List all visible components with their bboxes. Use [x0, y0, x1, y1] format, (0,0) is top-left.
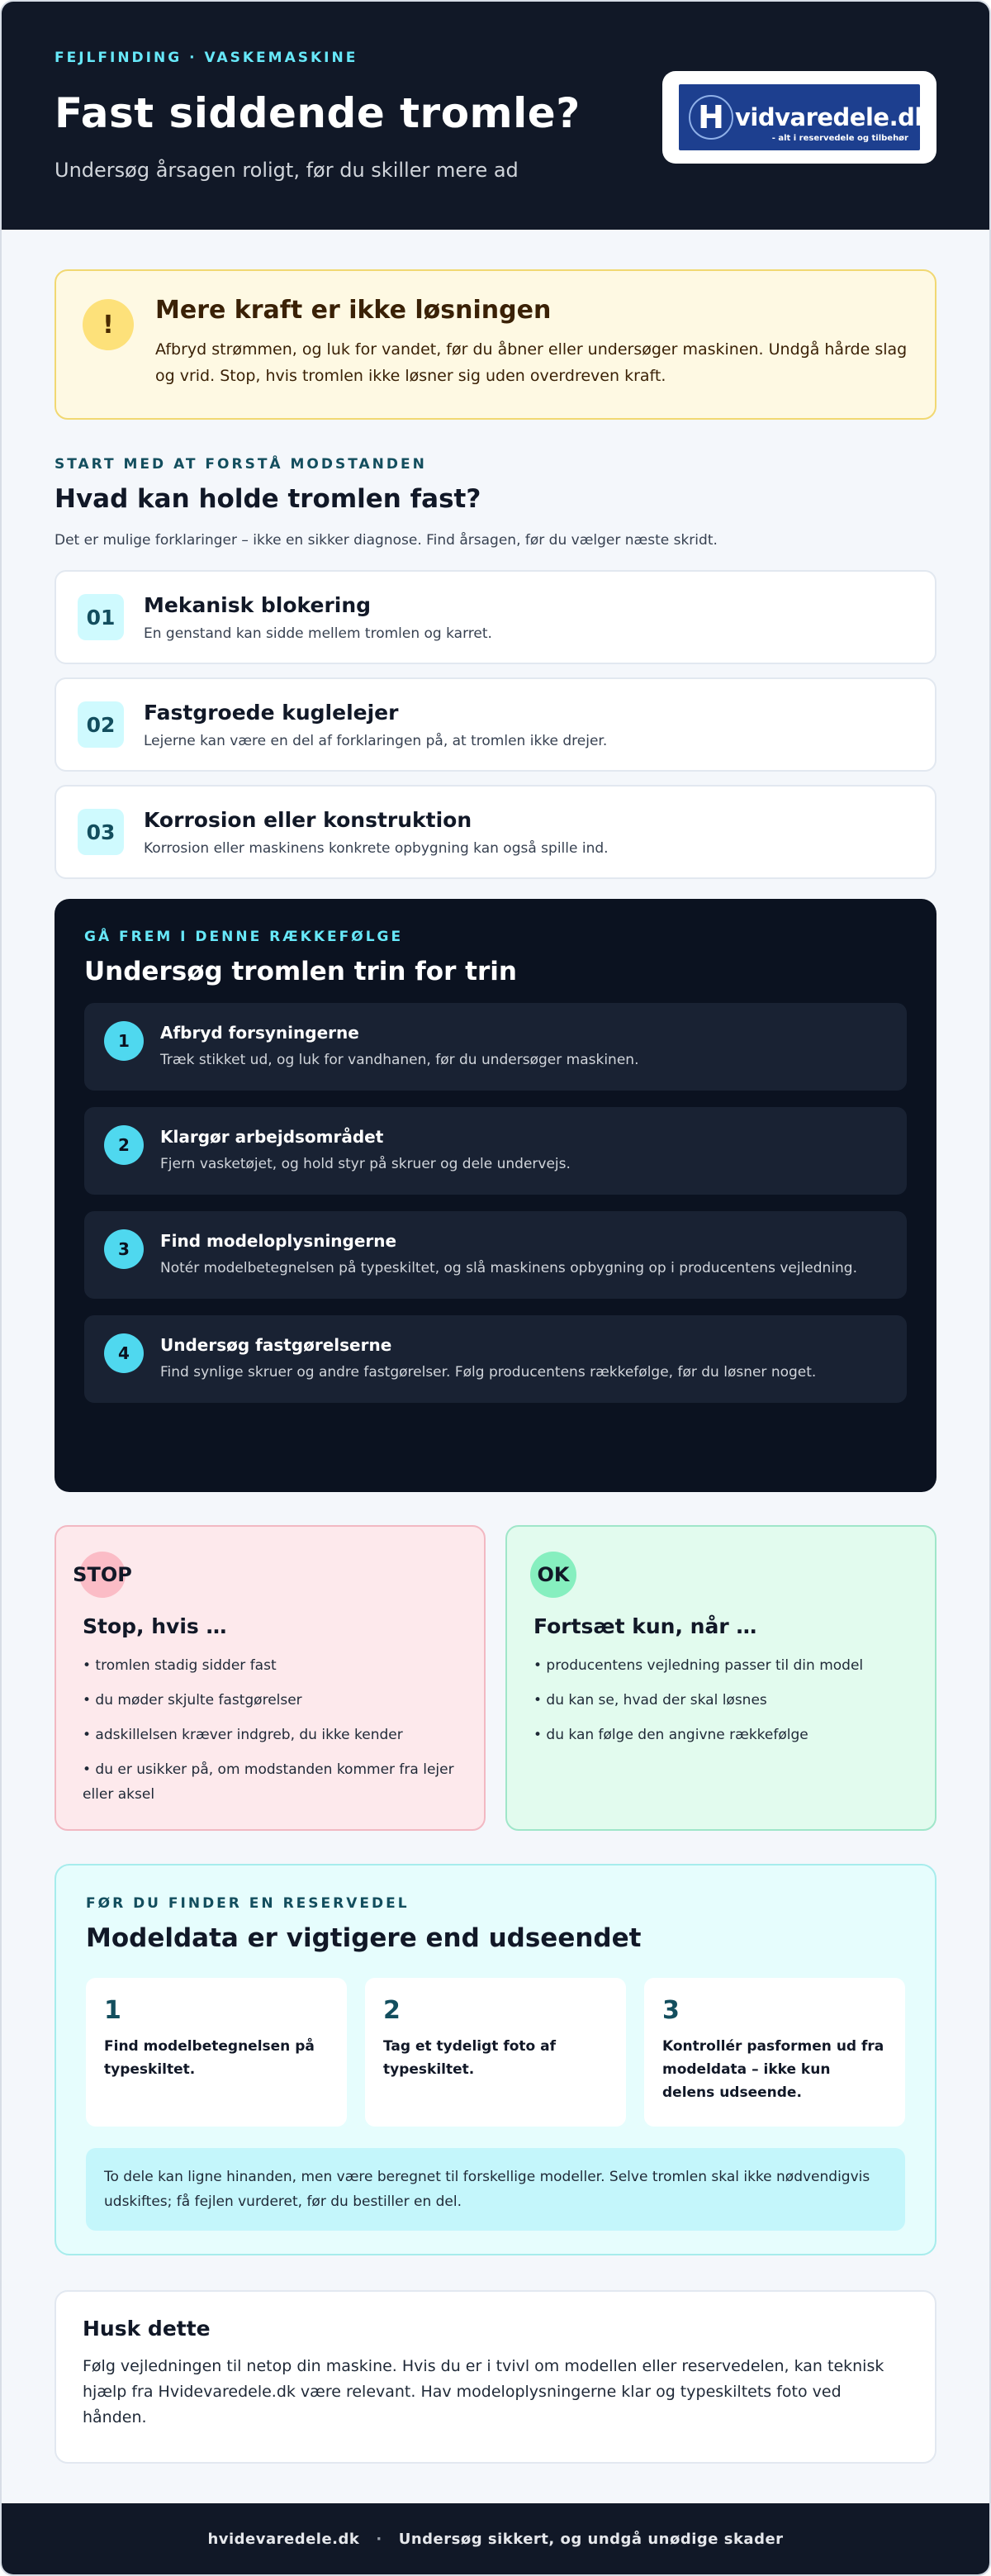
warning-title: Mere kraft er ikke løsningen: [155, 296, 552, 325]
footer-tagline: Undersøg sikkert, og undgå unødige skader: [398, 2530, 784, 2548]
model-card-text: Tag et tydeligt foto af typeskiltet.: [383, 2038, 556, 2078]
step-number: 1: [104, 1021, 144, 1061]
step-text: Find synlige skruer og andre fastgørelser. Følg producentens rækkefølge, før du løsner noget.: [160, 1364, 817, 1381]
step-body: [160, 1333, 816, 1385]
cause-title: Mekanisk blokering: [144, 592, 372, 617]
list-item: • du møder skjulte fastgørelser: [83, 1692, 302, 1709]
remember-text: Følg vejledningen til netop din maskine. Hvis du er i tvivl om modellen eller reservedelen, kan teknisk hjælp fra Hvidevaredele.dk være relevant. Hav modeloplysningerne klar og typeskiltets foto ved hånden.: [83, 2357, 884, 2426]
cause-title: Fastgroede kuglelejer: [144, 700, 399, 725]
model-card-number: 3: [662, 1996, 680, 2025]
model-card-number: 2: [383, 1996, 401, 2025]
cause-card: [55, 677, 936, 772]
cause-body: [144, 593, 492, 642]
model-eyebrow: FØR DU FINDER EN RESERVEDEL: [86, 1895, 410, 1912]
step-title: Find modeloplysningerne: [160, 1231, 397, 1251]
ok-card: [505, 1525, 936, 1831]
model-card: [365, 1978, 626, 2127]
verdicts-row: [55, 1525, 936, 1831]
list-item: • tromlen stadig sidder fast: [83, 1657, 277, 1674]
remember-box: [55, 2290, 936, 2464]
hero-eyebrow: FEJLFINDING · VASKEMASKINE: [55, 50, 358, 66]
cause-number: 03: [78, 809, 124, 855]
step-card: [84, 1211, 907, 1299]
step-title: Afbryd forsyningerne: [160, 1023, 359, 1043]
step-text: Træk stikket ud, og luk for vandhanen, før du undersøger maskinen.: [160, 1052, 639, 1068]
step-body: [160, 1021, 638, 1072]
cause-text: Lejerne kan være en del af forklaringen på, at tromlen ikke drejer.: [144, 732, 608, 749]
model-card-text: Find modelbetegnelsen på typeskiltet.: [104, 2038, 315, 2078]
ok-list: [533, 1653, 908, 1747]
cause-text: Korrosion eller maskinens konkrete opbygning kan også spille ind.: [144, 839, 609, 857]
logo-wordmark: vidvaredele.dk: [735, 103, 931, 131]
list-item: • adskillelsen kræver indgreb, du ikke kender: [83, 1727, 403, 1743]
step-body: [160, 1125, 571, 1176]
cause-number: 01: [78, 594, 124, 640]
page-footer: [2, 2503, 989, 2574]
model-note: To dele kan ligne hinanden, men være beregnet til forskellige modeller. Selve tromlen skal ikke nødvendigvis udskiftes; få fejlen vurderet, før du bestiller en del.: [86, 2148, 905, 2231]
steps-eyebrow: GÅ FREM I DENNE RÆKKEFØLGE: [84, 929, 404, 945]
causes-title: Hvad kan holde tromlen fast?: [55, 484, 481, 514]
stop-list: [83, 1653, 458, 1807]
cause-card: [55, 570, 936, 664]
remember-title: Husk dette: [83, 2317, 211, 2341]
cause-card: [55, 785, 936, 879]
logo-card: [662, 71, 936, 164]
logo-mark-letter: H: [698, 99, 724, 135]
cause-text: En genstand kan sidde mellem tromlen og karret.: [144, 625, 492, 642]
causes-section: [55, 456, 936, 879]
hero-header: [2, 2, 989, 230]
model-card: [644, 1978, 905, 2127]
logo-mark-icon: [689, 95, 733, 140]
logo-tagline: - alt i reservedele og tilbehør: [771, 134, 908, 143]
page-subtitle: Undersøg årsagen roligt, før du skiller mere ad: [55, 159, 519, 182]
warning-body: [155, 296, 908, 393]
cause-body: [144, 701, 607, 749]
step-text: Fjern vasketøjet, og hold styr på skruer og dele undervejs.: [160, 1156, 571, 1172]
model-title: Modeldata er vigtigere end udseendet: [86, 1923, 642, 1953]
ok-badge: OK: [530, 1552, 576, 1598]
list-item: • du er usikker på, om modstanden kommer fra lejer eller aksel: [83, 1761, 454, 1803]
ok-title: Fortsæt kun, når …: [533, 1614, 757, 1638]
warning-icon: !: [83, 299, 134, 350]
model-data-section: [55, 1864, 936, 2255]
causes-eyebrow: START MED AT FORSTÅ MODSTANDEN: [55, 456, 427, 473]
footer-separator: ·: [376, 2530, 382, 2548]
warning-text: Afbryd strømmen, og luk for vandet, før du åbner eller undersøger maskinen. Undgå hårde slag og vrid. Stop, hvis tromlen ikke løsner sig uden overdreven kraft.: [155, 340, 908, 385]
stop-card: [55, 1525, 486, 1831]
cause-body: [144, 808, 609, 857]
step-number: 2: [104, 1125, 144, 1165]
list-item: • du kan følge den angivne rækkefølge: [533, 1727, 808, 1743]
model-card-text: Kontrollér pasformen ud fra modeldata – ikke kun delens udseende.: [662, 2038, 884, 2101]
step-body: [160, 1229, 857, 1281]
steps-section: [55, 899, 936, 1492]
page-title: Fast siddende tromle?: [55, 89, 581, 137]
list-item: • du kan se, hvad der skal løsnes: [533, 1692, 767, 1709]
step-card: [84, 1003, 907, 1091]
warning-box: [55, 269, 936, 420]
cause-list: [55, 570, 936, 879]
model-card: [86, 1978, 347, 2127]
stop-badge: STOP: [79, 1552, 126, 1598]
main-content: [2, 230, 989, 2464]
causes-lead: Det er mulige forklaringer – ikke en sikker diagnose. Find årsagen, før du vælger næste skridt.: [55, 532, 718, 549]
steps-title: Undersøg tromlen trin for trin: [84, 957, 517, 986]
stop-title: Stop, hvis …: [83, 1614, 227, 1638]
step-number: 3: [104, 1229, 144, 1269]
step-title: Klargør arbejdsområdet: [160, 1127, 384, 1147]
footer-site: hvidevaredele.dk: [207, 2530, 360, 2548]
step-number: 4: [104, 1333, 144, 1373]
step-card: [84, 1107, 907, 1195]
brand-logo: [679, 84, 931, 150]
model-card-number: 1: [104, 1996, 121, 2025]
list-item: • producentens vejledning passer til din model: [533, 1657, 864, 1674]
cause-number: 02: [78, 701, 124, 748]
cause-title: Korrosion eller konstruktion: [144, 807, 472, 832]
model-cards: [86, 1978, 905, 2127]
step-title: Undersøg fastgørelserne: [160, 1335, 392, 1355]
step-text: Notér modelbetegnelsen på typeskiltet, og slå maskinens opbygning op i producentens vejledning.: [160, 1260, 858, 1276]
step-card: [84, 1315, 907, 1403]
